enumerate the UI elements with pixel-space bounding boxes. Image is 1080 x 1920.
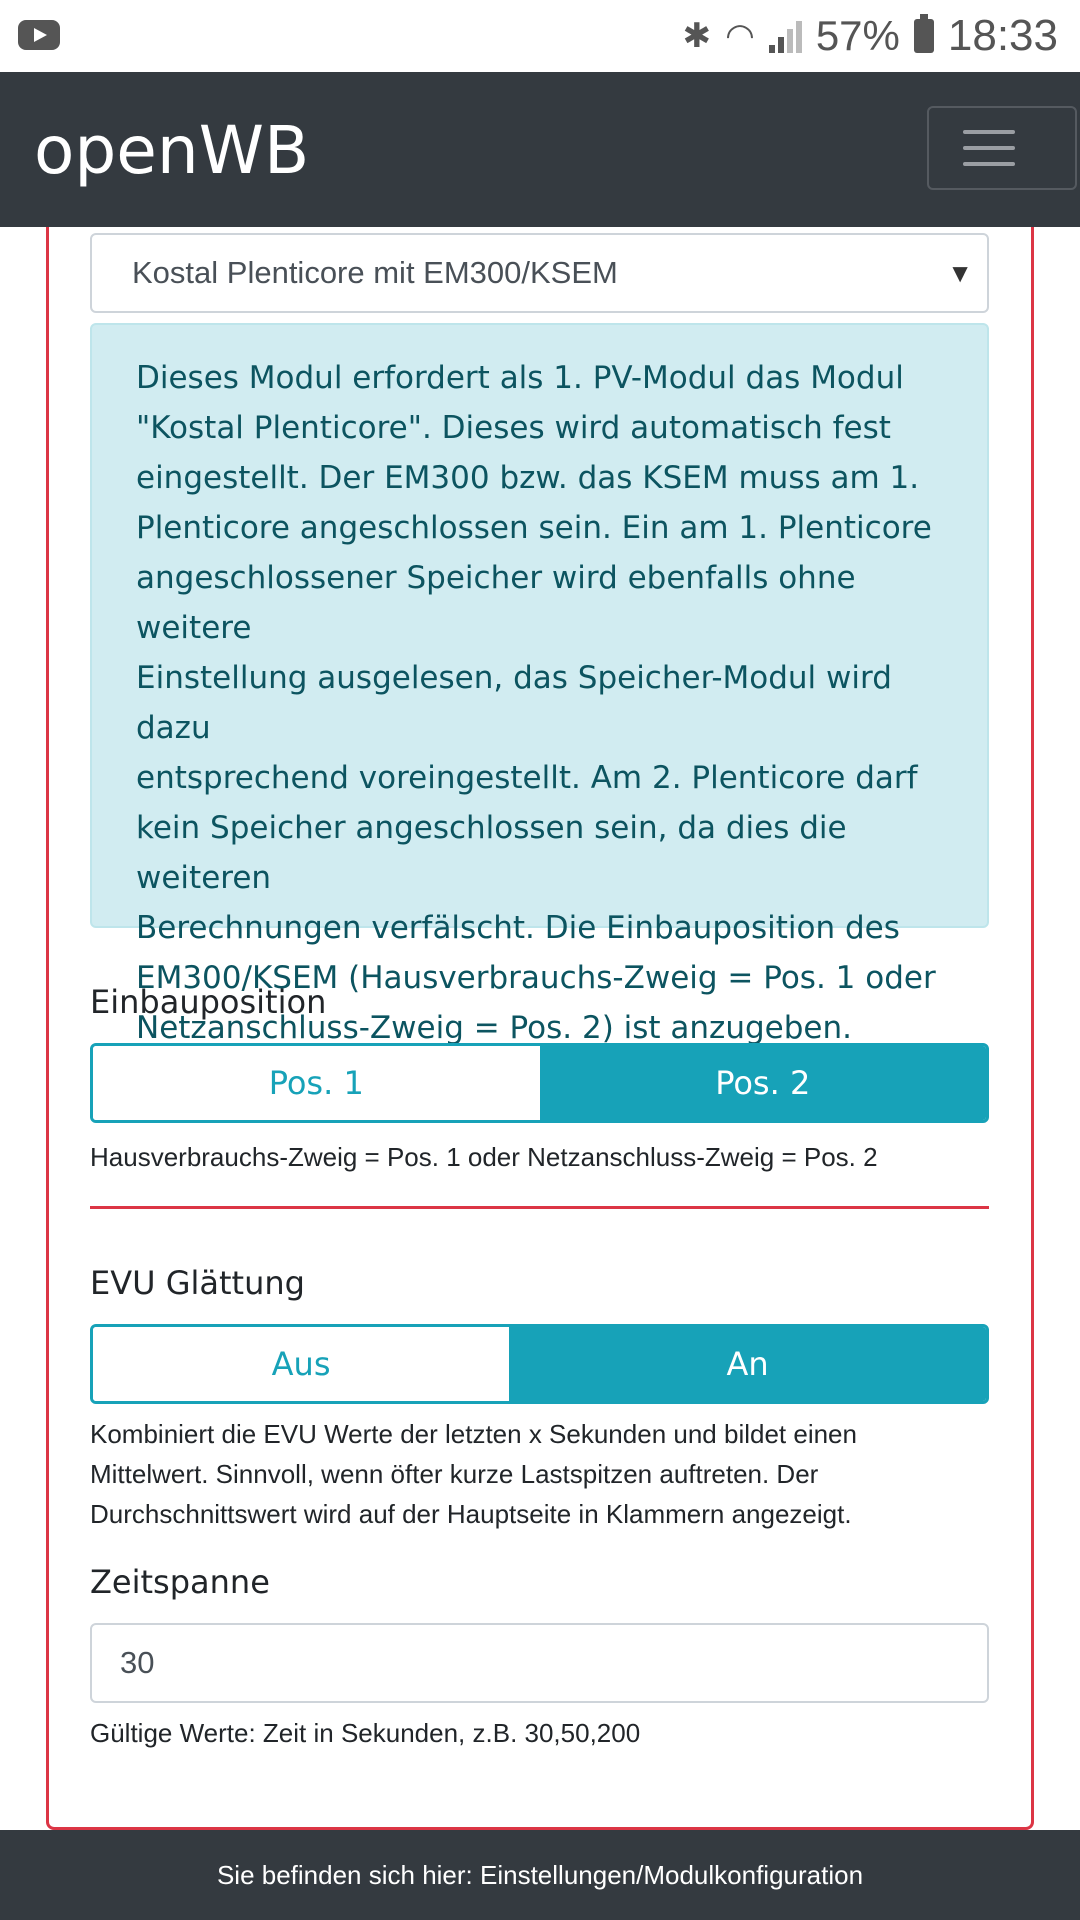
battery-percent: 57% <box>815 12 900 59</box>
info-line: entsprechend voreingestellt. Am 2. Plenticore darf <box>136 760 918 796</box>
info-line: kein Speicher angeschlossen sein, da dies die weiteren <box>136 810 847 896</box>
footer-breadcrumb: Sie befinden sich hier: Einstellungen/Modulkonfiguration <box>0 1830 1080 1920</box>
info-line: "Kostal Plenticore". Dieses wird automatisch fest <box>136 410 891 446</box>
info-line: Berechnungen verfälscht. Die Einbauposition des <box>136 910 900 946</box>
evu-glaettung-help <box>90 1414 990 1534</box>
module-select-value: Kostal Plenticore mit EM300/KSEM <box>132 255 618 290</box>
wifi-icon: ◠ <box>725 16 755 56</box>
clock: 18:33 <box>947 11 1058 60</box>
bluetooth-icon: ✱ <box>682 16 712 56</box>
info-line: Plenticore angeschlossen sein. Ein am 1. Plenticore <box>136 510 932 546</box>
hamburger-menu-icon <box>963 130 1015 134</box>
info-line: Netzanschluss-Zweig = Pos. 2) ist anzugeben. <box>136 1010 852 1046</box>
module-select[interactable] <box>90 233 989 313</box>
einbauposition-toggle <box>90 1043 989 1123</box>
help-line: Durchschnittswert wird auf der Hauptseite in Klammern angezeigt. <box>90 1499 852 1529</box>
evu-glaettung-label: EVU Glättung <box>90 1264 305 1302</box>
hamburger-menu-button[interactable] <box>927 106 1077 190</box>
navbar <box>0 72 1080 227</box>
pos1-button[interactable]: Pos. 1 <box>93 1046 540 1120</box>
zeitspanne-help: Gültige Werte: Zeit in Sekunden, z.B. 30,50,200 <box>90 1718 641 1748</box>
youtube-icon <box>18 20 60 50</box>
info-line: EM300/KSEM (Hausverbrauchs-Zweig = Pos. 1 oder <box>136 960 936 996</box>
signal-icon <box>769 19 802 53</box>
help-line: Kombiniert die EVU Werte der letzten x Sekunden und bildet einen <box>90 1419 857 1449</box>
evu-aus-button[interactable]: Aus <box>93 1327 509 1401</box>
evu-an-button[interactable]: An <box>509 1327 986 1401</box>
evu-glaettung-toggle <box>90 1324 989 1404</box>
status-bar <box>0 0 1080 72</box>
hamburger-menu-icon-bar <box>963 146 1015 150</box>
pos2-button[interactable]: Pos. 2 <box>540 1046 987 1120</box>
section-divider <box>90 1206 989 1209</box>
info-line: angeschlossener Speicher wird ebenfalls ohne weitere <box>136 560 856 646</box>
einbauposition-help: Hausverbrauchs-Zweig = Pos. 1 oder Netzanschluss-Zweig = Pos. 2 <box>90 1142 878 1172</box>
hamburger-menu-icon-bar <box>963 162 1015 166</box>
einbauposition-label: Einbauposition <box>90 983 327 1021</box>
zeitspanne-label: Zeitspanne <box>90 1563 270 1601</box>
status-icons <box>683 8 1058 64</box>
module-info-alert <box>90 323 989 1046</box>
info-line: Dieses Modul erfordert als 1. PV-Modul das Modul <box>136 360 904 396</box>
brand-logo[interactable]: openWB <box>34 112 310 189</box>
info-line: eingestellt. Der EM300 bzw. das KSEM muss am 1. <box>136 460 920 496</box>
info-line: Einstellung ausgelesen, das Speicher-Modul wird dazu <box>136 660 892 746</box>
help-line: Mittelwert. Sinnvoll, wenn öfter kurze Lastspitzen auftreten. Der <box>90 1459 819 1489</box>
dropdown-arrow-icon: ▼ <box>947 258 973 288</box>
zeitspanne-input[interactable]: 30 <box>90 1623 989 1703</box>
battery-icon <box>914 19 934 53</box>
